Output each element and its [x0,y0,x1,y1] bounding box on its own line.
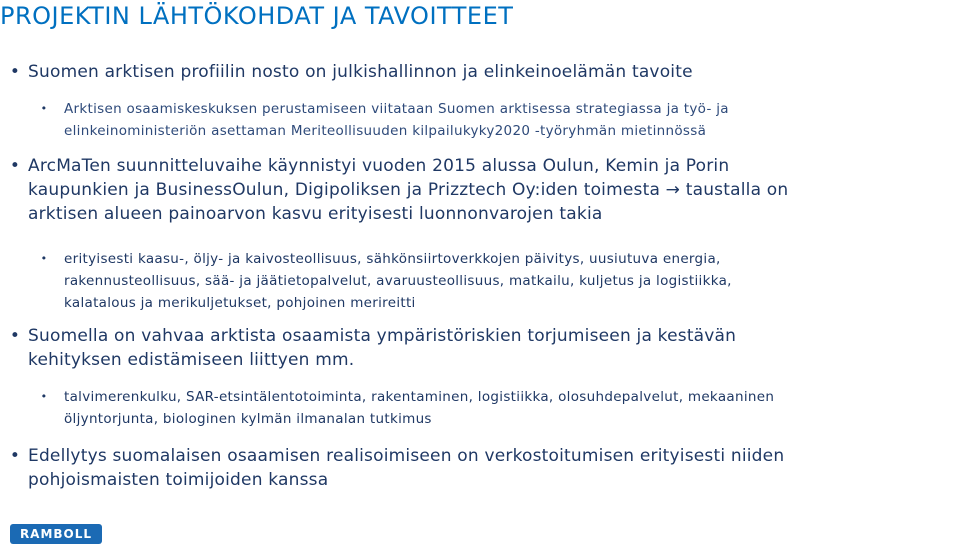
list-item-text: elinkeinoministeriön asettaman Meriteollisuuden kilpailukyky2020 -työryhmän mietinnössä [64,123,707,139]
list-item-text: kaupunkien ja BusinessOulun, Digipoliksen ja Prizztech Oy:iden toimesta → taustalla on [28,180,789,200]
bullet-icon: • [40,390,48,403]
list-item [2,154,788,226]
list-item-text: Arktisen osaamiskeskuksen perustamiseen viitataan Suomen arktisessa strategiassa ja työ- ja [64,101,729,117]
list-item-text: öljyntorjunta, biologinen kylmän ilmanalan tutkimus [64,411,432,427]
list-item-text: talvimerenkulku, SAR-etsintälentotoiminta, rakentaminen, logistiikka, olosuhdepalvelut, mekaaninen [64,389,775,405]
ramboll-logo: RAMBOLL [10,524,102,544]
list-item-text: Edellytys suomalaisen osaamisen realisoimiseen on verkostoitumisen erityisesti niiden [28,446,785,466]
bullet-icon: • [40,252,48,265]
bullet-icon: • [9,62,21,82]
list-item-text: ArcMaTen suunnitteluvaihe käynnistyi vuoden 2015 alussa Oulun, Kemin ja Porin [28,156,730,176]
list-item-text: Suomen arktisen profiilin nosto on julkishallinnon ja elinkeinoelämän tavoite [28,62,693,82]
list-item-text: rakennusteollisuus, sää- ja jäätietopalvelut, avaruusteollisuus, matkailu, kuljetus ja logistiikka, [64,273,732,289]
page-title: PROJEKTIN LÄHTÖKOHDAT JA TAVOITTEET [0,2,514,30]
list-item-text: kalatalous ja merikuljetukset, pohjoinen merireitti [64,295,416,311]
list-item [2,60,693,84]
bullet-icon: • [9,156,21,176]
list-item-text: arktisen alueen painoarvon kasvu erityisesti luonnonvarojen takia [28,204,603,224]
list-item-text: erityisesti kaasu-, öljy- ja kaivosteollisuus, sähkönsiirtoverkkojen päivitys, uusiutuva energia, [64,251,721,267]
list-item [24,248,732,314]
list-item-text: Suomella on vahvaa arktista osaamista ympäristöriskien torjumiseen ja kestävän [28,326,737,346]
list-item [24,386,774,430]
list-item [2,324,736,372]
bullet-icon: • [9,446,21,466]
list-item-text: kehityksen edistämiseen liittyen mm. [28,350,355,370]
list-item [24,98,729,142]
bullet-icon: • [40,102,48,115]
bullet-icon: • [9,326,21,346]
list-item [2,444,784,492]
list-item-text: pohjoismaisten toimijoiden kanssa [28,470,329,490]
